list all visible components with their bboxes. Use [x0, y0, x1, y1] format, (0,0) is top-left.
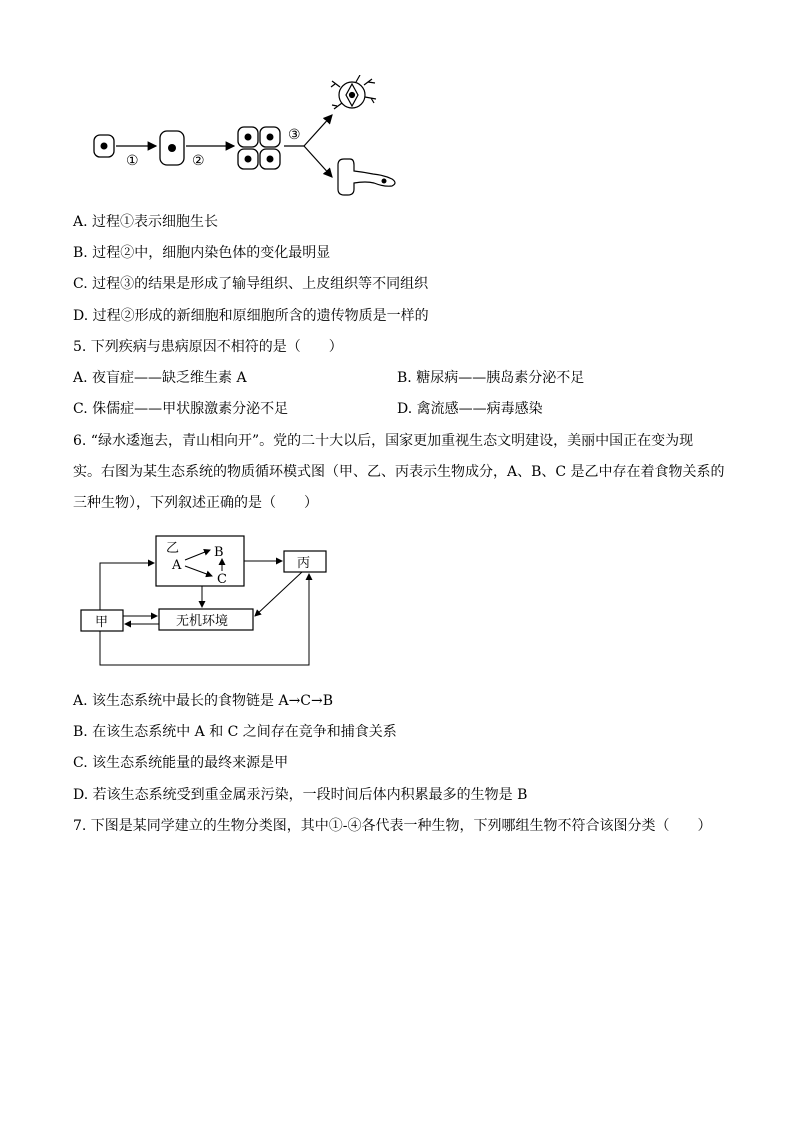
label-jia: 甲 [95, 615, 109, 630]
step-label-3: ③ [288, 127, 301, 143]
q4-option-d: D. 过程②形成的新细胞和原细胞所含的遗传物质是一样的 [73, 308, 429, 324]
q6-stem-line2: 实。右图为某生态系统的物质循环模式图（甲、乙、丙表示生物成分，A、B、C 是乙中存在着食物关系的 [73, 464, 725, 480]
grown-cell [160, 131, 184, 165]
step-label-1: ① [126, 153, 139, 169]
arrow-bing-to-env [255, 572, 302, 616]
q6-stem-line3: 三种生物），下列叙述正确的是（ ） [73, 495, 318, 511]
q5-option-c: C. 侏儒症——甲状腺激素分泌不足 [73, 401, 289, 417]
q4-option-b: B. 过程②中，细胞内染色体的变化最明显 [73, 245, 331, 261]
q6-option-b: B. 在该生态系统中 A 和 C 之间存在竞争和捕食关系 [73, 724, 397, 740]
label-yi: 乙 [166, 541, 180, 556]
q4-option-a: A. 过程①表示细胞生长 [73, 214, 219, 230]
q6-stem-line1: 6. “绿水逶迤去，青山相向开”。党的二十大以后，国家更加重视生态文明建设，美丽中国正在变为现 [73, 433, 694, 449]
q5-option-d: D. 禽流感——病毒感染 [397, 401, 543, 417]
arrow-to-nerve-cell [304, 115, 332, 146]
label-bing: 丙 [297, 556, 311, 571]
arrow-to-root-hair-cell [304, 146, 332, 177]
nerve-cell [331, 75, 376, 109]
q4-option-c: C. 过程③的结果是形成了输导组织、上皮组织等不同组织 [73, 276, 429, 292]
q5-option-a: A. 夜盲症——缺乏维生素 A [73, 370, 247, 386]
step-label-2: ② [192, 153, 205, 169]
q5-option-b: B. 糖尿病——胰岛素分泌不足 [397, 370, 585, 386]
ecosystem-cycle-diagram [76, 532, 336, 672]
root-hair-cell [338, 159, 395, 195]
q6-option-a: A. 该生态系统中最长的食物链是 A→C→B [73, 693, 334, 709]
label-b: B [214, 545, 224, 560]
initial-cell [94, 135, 114, 157]
q6-option-d: D. 若该生态系统受到重金属汞污染，一段时间后体内积累最多的生物是 B [73, 787, 528, 803]
cell-process-figure [88, 75, 418, 205]
label-a: A [172, 558, 182, 573]
q5-stem: 5. 下列疾病与患病原因不相符的是（ ） [73, 339, 343, 355]
q7-stem: 7. 下图是某同学建立的生物分类图，其中①-④各代表一种生物，下列哪组生物不符合该图分类（ ） [73, 818, 712, 834]
label-c: C [217, 572, 227, 587]
q6-option-c: C. 该生态系统能量的最终来源是甲 [73, 755, 289, 771]
arrow-jia-to-yi [100, 563, 154, 610]
label-environment: 无机环境 [176, 614, 229, 629]
divided-cells [238, 127, 280, 169]
